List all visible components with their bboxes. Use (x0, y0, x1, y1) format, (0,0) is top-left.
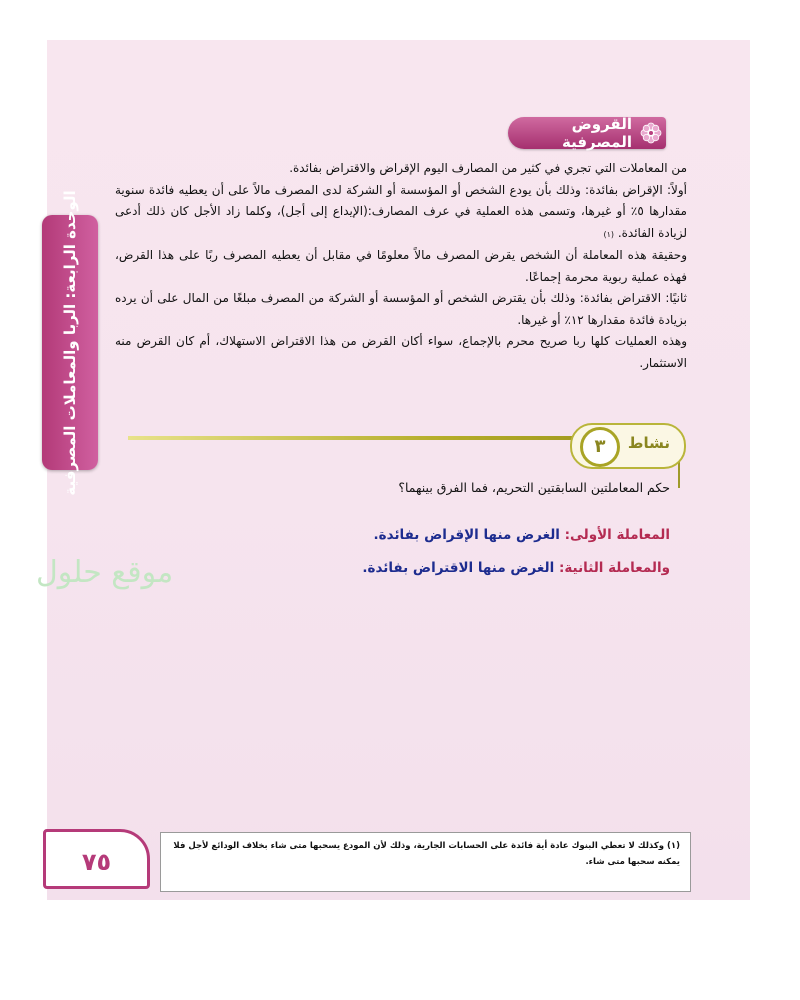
transaction-two-value: الغرض منها الاقتراض بفائدة. (362, 560, 555, 576)
footnote-box (160, 832, 691, 892)
transaction-one-label: المعاملة الأولى: (564, 527, 670, 543)
activity-number: ٣ (580, 427, 620, 467)
flower-ornament-icon (640, 122, 662, 144)
transaction-two (330, 560, 670, 576)
unit-side-tab (42, 189, 98, 496)
paragraph-borrowing: ثانيًا: الاقتراض بفائدة: وذلك بأن يقترض الشخص أو المؤسسة أو الشركة من المصرف مبلغًا من المال على أن يرده بزيادة فائدة مقدارها ١٢٪ أو غيرها. (115, 291, 687, 327)
paragraph-lending (115, 180, 687, 246)
paragraph-conclusion: وهذه العمليات كلها ربا صريح محرم بالإجماع، سواء أكان القرض من هذا الاقتراض الاستهلاك، أم كان القرض منه الاستثمار. (115, 334, 687, 370)
body-text (115, 158, 687, 374)
footnote-ref: (١) (603, 229, 614, 239)
transaction-two-label: والمعاملة الثانية: (558, 560, 670, 576)
activity-question: حكم المعاملتين السابقتين التحريم، فما الفرق بينهما؟ (398, 480, 670, 495)
paragraph-reality: وحقيقة هذه المعاملة أن الشخص يقرض المصرف مالاً معلومًا في مقابل أن يعطيه المصرف ربًا على هذا القرض، فهذه عملية ربوية محرمة إجماعًا. (115, 248, 687, 284)
transaction-one-value: الغرض منها الإقراض بفائدة. (373, 527, 560, 543)
activity-label: نشاط (627, 434, 670, 452)
page-number: ٧٥ (43, 829, 150, 889)
transaction-one (360, 527, 670, 543)
section-title-text: القروض المصرفية (562, 115, 632, 151)
footnote-text: (١) وكذلك لا تعطي البنوك عادة أية فائدة على الحسابات الجارية، وذلك لأن المودع يسحبها متى شاء بخلاف الودائع لأجل فلا يمكنه سحبها متى شاء. (173, 841, 680, 867)
unit-side-tab-label: الوحدة الرابعة: الربا والمعاملات المصرفية (61, 189, 79, 496)
watermark: موقع حلول (36, 555, 174, 590)
paragraph-intro: من المعاملات التي تجري في كثير من المصارف اليوم الإقراض والاقتراض بفائدة. (289, 161, 687, 175)
paragraph-lending-text: أولاً: الإقراض بفائدة: وذلك بأن يودع الشخص أو المؤسسة أو الشركة لدى المصرف مالاً على أن يعطيه فائدة سنوية مقدارها ٥٪ أو غيرها، وتسمى هذه العملية في عرف المصارف:(الإيداع إلى أجل)، وكلما زاد الأجل كان ذلك أدعى لزيادة الفائدة. (115, 182, 687, 240)
activity-badge (570, 423, 686, 469)
activity-divider (128, 436, 574, 440)
section-title (508, 117, 666, 149)
